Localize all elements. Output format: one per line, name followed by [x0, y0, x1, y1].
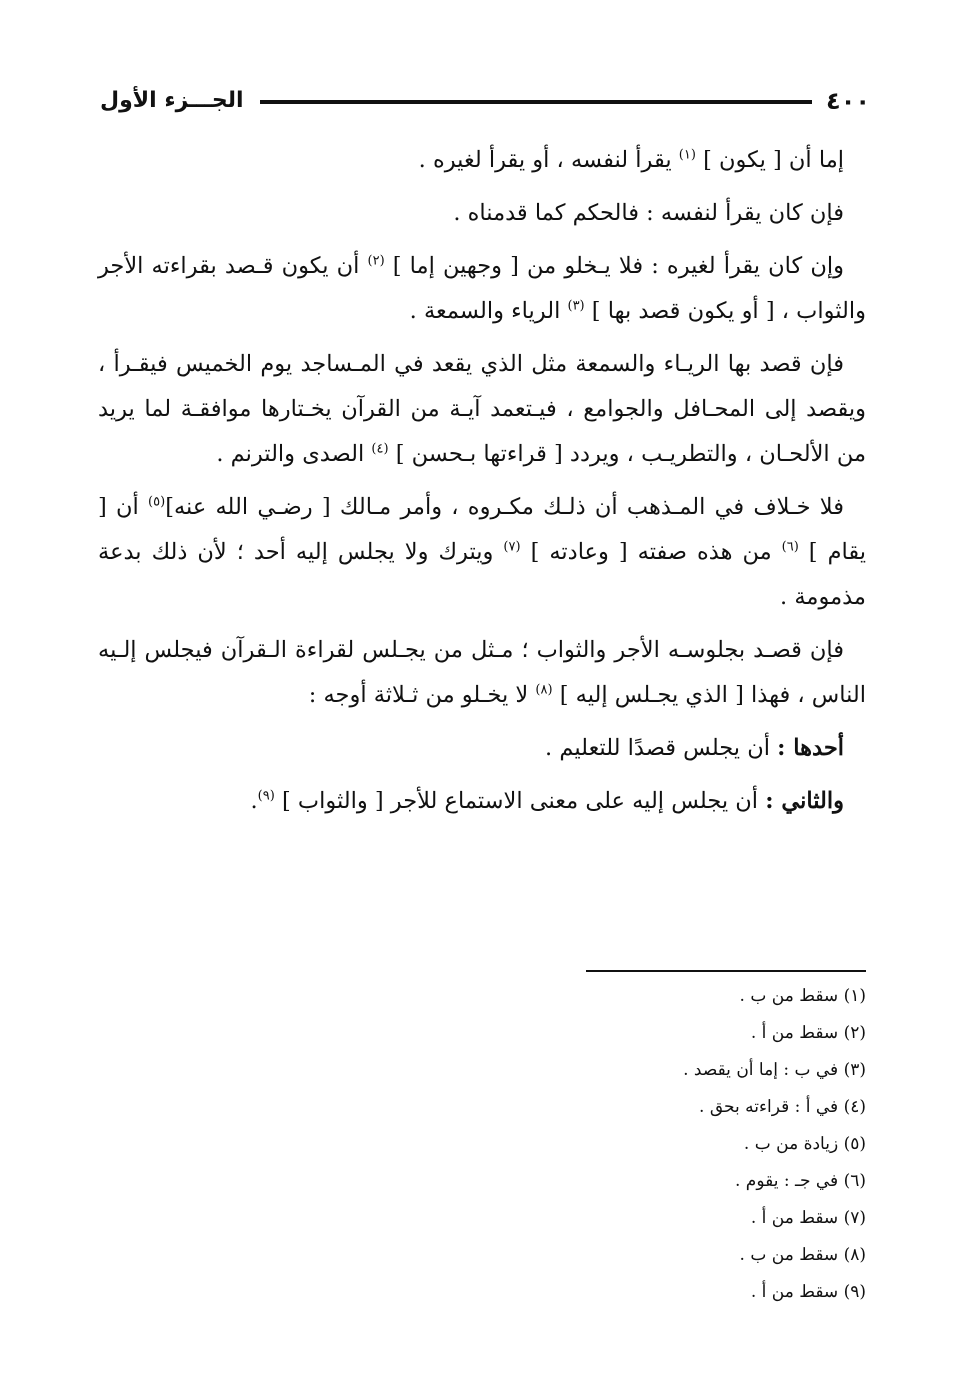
footnote-rule — [586, 970, 866, 972]
footnotes-list — [366, 978, 866, 1311]
footnote-marker[interactable]: (٦) — [781, 539, 799, 555]
part-title: الجـــزء الأول — [100, 88, 244, 113]
running-header — [100, 86, 870, 120]
text-segment: ويترك ولا يجلس إليه أحد ؛ لأن ذلك بدعة مذمومة . — [98, 539, 866, 610]
footnote-marker[interactable]: (٥) — [148, 494, 166, 510]
paragraph-6 — [98, 628, 866, 718]
text-segment: أن [ يقام ] — [98, 494, 867, 565]
text-segment: إما أن [ يكون ] — [703, 147, 844, 173]
paragraph-8 — [98, 779, 866, 824]
text-segment: وإن كان يقرأ لغيره : فلا يـخلو من [ وجهين إما ] — [392, 253, 845, 279]
footnote-marker[interactable]: (٤) — [371, 441, 389, 457]
footnote-marker[interactable]: (٩) — [257, 788, 275, 804]
footnote-marker[interactable]: (٧) — [503, 539, 521, 555]
footnote-item: (١) سقط من ب . — [739, 986, 866, 1006]
text-segment: . — [250, 788, 258, 814]
paragraph-1 — [98, 138, 866, 183]
text-segment: أن يجلس قصدًا للتعليم . — [545, 735, 770, 761]
text-segment: لا يخـلو من ثـلاثة أوجه : — [308, 682, 529, 708]
lead-word: أحدها : — [777, 735, 844, 761]
footnote-item: (٧) سقط من أ . — [750, 1208, 866, 1228]
paragraph-4 — [98, 342, 866, 477]
footnote-marker[interactable]: (٣) — [567, 298, 585, 314]
footnote-item: (٣) في ب : إما أن يقصد . — [683, 1060, 866, 1080]
text-segment: أن يكون قـصد بقراءته الأجر والثواب ، [ أو يكون قصد بها ] — [98, 253, 866, 324]
paragraph-3 — [98, 244, 866, 334]
paragraph-5 — [98, 485, 866, 620]
lead-word: والثاني : — [765, 788, 844, 814]
footnote-item: (٩) سقط من أ . — [750, 1282, 866, 1302]
footnote-item: (٢) سقط من أ . — [750, 1023, 866, 1043]
text-segment: الصدى والترنم . — [216, 441, 365, 467]
header-rule — [260, 100, 812, 104]
footnote-item: (٥) زيادة من ب . — [743, 1134, 866, 1154]
footnote-item: (٨) سقط من ب . — [739, 1245, 866, 1265]
footnote-marker[interactable]: (١) — [678, 147, 696, 163]
paragraph-7 — [98, 726, 866, 771]
paragraph-2: فإن كان يقرأ لنفسه : فالحكم كما قدمناه . — [453, 200, 844, 226]
text-segment: يقرأ لنفسه ، أو يقرأ لغيره . — [418, 147, 672, 173]
text-segment: أن يجلس إليه على معنى الاستماع للأجر [ والثواب ] — [281, 788, 759, 814]
footnote-marker[interactable]: (٢) — [367, 253, 385, 269]
footnote-marker[interactable]: (٨) — [535, 682, 553, 698]
footnote-item: (٦) في جـ : يقوم . — [735, 1171, 866, 1191]
text-segment: فإن قصد بها الريـاء والسمعة مثل الذي يقعد في المـساجد يوم الخميس فيقـرأ ، ويقصد إلى المحـافل والجوامع ، فيـتعمد آيـة من القرآن يخـتارها موافقـة لما يريد من الألحـان ، والتطريـب ، ويردد [ قراءتها بـحسن ] — [98, 351, 866, 467]
text-segment: فلا خـلاف في المـذهب أن ذلـك مكـروه ، وأمر مـالك [ رضـي الله عنه] — [165, 494, 844, 520]
main-text — [98, 138, 866, 832]
text-segment: الرياء والسمعة . — [409, 298, 561, 324]
text-segment: فإن قصـد بجلوسـه الأجر والثواب ؛ مـثل من يجـلس لقراءة الـقرآن فيجلس إلـيه الناس ، فهذا [ الذي يجـلس إليه ] — [98, 637, 866, 708]
footnote-item: (٤) في أ : قراءته بحق . — [699, 1097, 866, 1117]
text-segment: من هذه صفته [ وعادته ] — [530, 539, 772, 565]
page-number: ٤٠٠ — [826, 87, 870, 115]
